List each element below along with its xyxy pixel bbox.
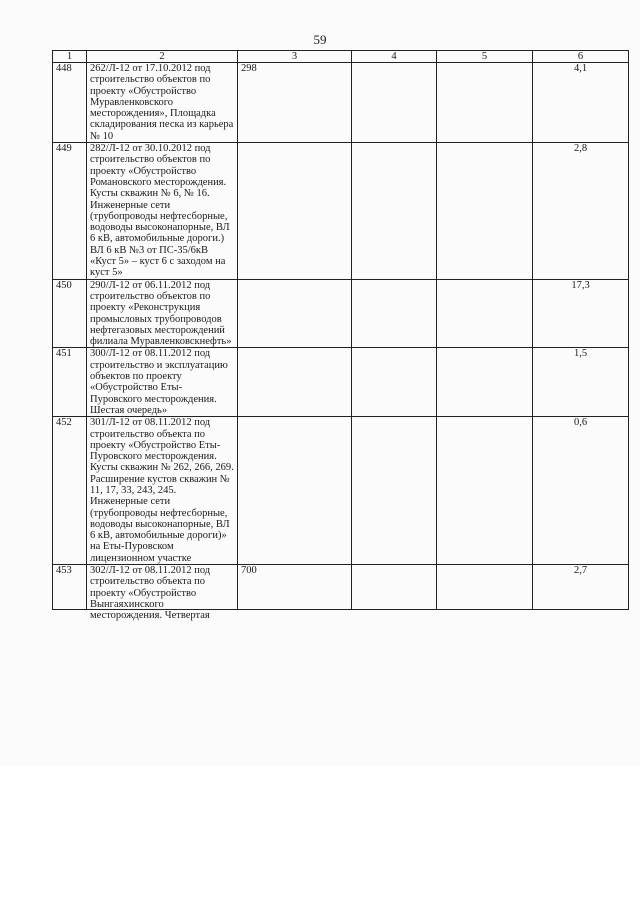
row-col4 bbox=[352, 417, 437, 565]
row-area: 2,7 bbox=[533, 565, 629, 610]
table-row bbox=[53, 348, 629, 417]
table-row bbox=[53, 143, 629, 280]
column-header: 1 bbox=[53, 51, 87, 63]
row-col4 bbox=[352, 143, 437, 280]
row-col4 bbox=[352, 348, 437, 417]
row-number: 453 bbox=[53, 565, 87, 610]
table-row bbox=[53, 565, 629, 610]
row-area: 4,1 bbox=[533, 63, 629, 143]
row-description: 282/Л-12 от 30.10.2012 под строительство объектов по проекту «Обустройство Романовского месторождения. Кусты скважин № 6, № 16. Инженерные сети (трубопроводы нефтесборные, водоводы высоконапорные, ВЛ 6 кВ, автомобильные дороги.) ВЛ 6 кВ №3 от ПС-35/6кВ «Куст 5» – куст 6 с заходом на куст 5» bbox=[87, 143, 238, 280]
column-header: 4 bbox=[352, 51, 437, 63]
row-number: 448 bbox=[53, 63, 87, 143]
row-col5 bbox=[437, 417, 533, 565]
row-col5 bbox=[437, 63, 533, 143]
row-col4 bbox=[352, 279, 437, 348]
page-number: 59 bbox=[313, 32, 327, 47]
row-area: 1,5 bbox=[533, 348, 629, 417]
row-description-text: 302/Л-12 от 08.11.2012 под строительство объекта по проекту «Обустройство Вынгаяхинского месторождения. Четвертая bbox=[90, 565, 211, 622]
row-number: 451 bbox=[53, 348, 87, 417]
blank-scan-area bbox=[0, 766, 640, 905]
column-header: 5 bbox=[437, 51, 533, 63]
header-row bbox=[53, 51, 629, 63]
row-description bbox=[87, 565, 238, 622]
row-area: 0,6 bbox=[533, 417, 629, 565]
table-row bbox=[53, 279, 629, 348]
row-col5 bbox=[437, 565, 533, 610]
row-col3 bbox=[238, 279, 352, 348]
row-number: 450 bbox=[53, 279, 87, 348]
row-description: 262/Л-12 от 17.10.2012 под строительство объектов по проекту «Обустройство Муравленковского месторождения», Площадка складирования песка из карьера № 10 bbox=[87, 63, 238, 143]
row-col5 bbox=[437, 143, 533, 280]
column-header: 3 bbox=[238, 51, 352, 63]
row-description: 301/Л-12 от 08.11.2012 под строительство объекта по проекту «Обустройство Еты-Пуровского месторождения. Кусты скважин № 262, 266, 269. Расширение кустов скважин № 11, 17, 33, 243, 245. Инженерные сети (трубопроводы нефтесборные, водоводы высоконапорные, ВЛ 6 кВ, автомобильные дороги)» на Еты-Пуровском лицензионном участке bbox=[87, 417, 238, 565]
row-area: 17,3 bbox=[533, 279, 629, 348]
row-area: 2,8 bbox=[533, 143, 629, 280]
row-col3 bbox=[238, 143, 352, 280]
row-col3: 700 bbox=[238, 565, 352, 610]
row-col4 bbox=[352, 565, 437, 610]
table-row bbox=[53, 63, 629, 143]
row-col4 bbox=[352, 63, 437, 143]
row-description: 290/Л-12 от 06.11.2012 под строительство объектов по проекту «Реконструкция промысловых трубопроводов нефтегазовых месторождений филиала Муравленковскнефть» bbox=[87, 279, 238, 348]
row-number: 452 bbox=[53, 417, 87, 565]
land-plots-table bbox=[52, 50, 629, 622]
column-header: 2 bbox=[87, 51, 238, 63]
row-col3 bbox=[238, 417, 352, 565]
column-header: 6 bbox=[533, 51, 629, 63]
row-col5 bbox=[437, 279, 533, 348]
row-col5 bbox=[437, 348, 533, 417]
row-col3 bbox=[238, 348, 352, 417]
row-description: 300/Л-12 от 08.11.2012 под строительство и эксплуатацию объектов по проекту «Обустройство Еты-Пуровского месторождения. Шестая очередь» bbox=[87, 348, 238, 417]
row-col3: 298 bbox=[238, 63, 352, 143]
table-row bbox=[53, 417, 629, 565]
row-number: 449 bbox=[53, 143, 87, 280]
